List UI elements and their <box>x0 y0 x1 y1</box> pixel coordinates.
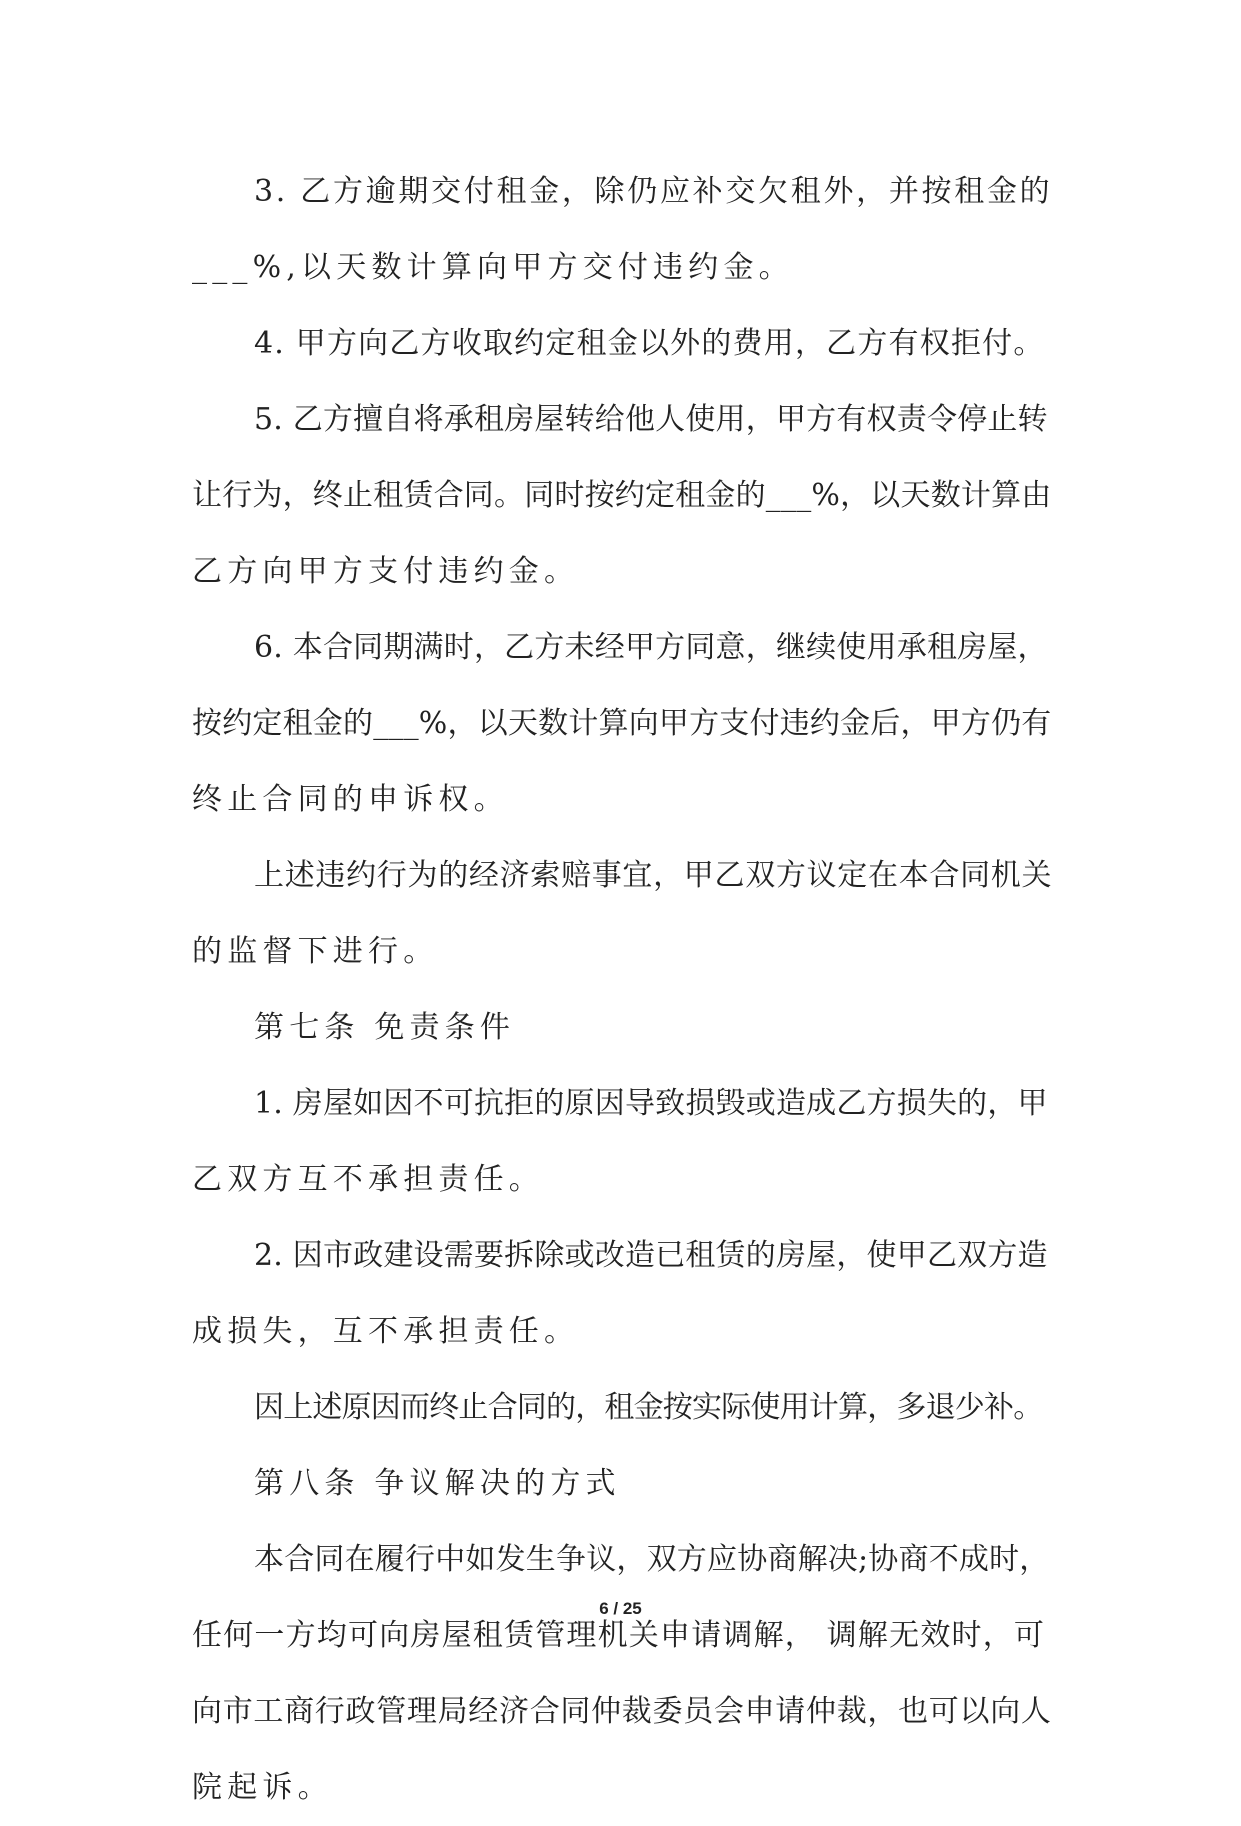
text-line: 让行为，终止租赁合同。同时按约定租金的___%，以天数计算由 <box>192 478 1052 513</box>
text-line: 上述违约行为的经济索赔事宜，甲乙双方议定在本合同机关 <box>254 858 1053 893</box>
text-line: 2. 因市政建设需要拆除或改造已租赁的房屋，使甲乙双方造 <box>254 1238 1048 1273</box>
section-heading: 第八条 争议解决的方式 <box>254 1466 621 1501</box>
text-line: 本合同在履行中如发生争议，双方应协商解决;协商不成时， <box>254 1542 1050 1577</box>
text-line: 按约定租金的___%，以天数计算向甲方支付违约金后，甲方仍有 <box>192 706 1052 741</box>
text-line: 4. 甲方向乙方收取约定租金以外的费用，乙方有权拒付。 <box>254 326 1045 361</box>
text-line: 乙双方互不承担责任。 <box>192 1162 544 1197</box>
text-line: 任何一方均可向房屋租赁管理机关申请调解， 调解无效时，可 <box>192 1618 1046 1653</box>
text-line: 1. 房屋如因不可抗拒的原因导致损毁或造成乙方损失的，甲 <box>254 1086 1048 1121</box>
text-line: 乙方向甲方支付违约金。 <box>192 554 580 589</box>
text-line: 的监督下进行。 <box>192 934 439 969</box>
page-number: 6 / 25 <box>599 1599 642 1618</box>
section-heading: 第七条 免责条件 <box>254 1010 516 1045</box>
text-line: 成损失，互不承担责任。 <box>192 1314 580 1349</box>
text-line: 院起诉。 <box>192 1770 333 1805</box>
document-body <box>192 154 1054 1826</box>
text-line: 3. 乙方逾期交付租金，除仍应补交欠租外，并按租金的 <box>254 174 1053 209</box>
text-line: 5. 乙方擅自将承租房屋转给他人使用，甲方有权责令停止转 <box>254 402 1048 437</box>
text-line: ___%,以天数计算向甲方交付违约金。 <box>192 250 794 285</box>
text-line: 终止合同的申诉权。 <box>192 782 509 817</box>
text-line: 因上述原因而终止合同的，租金按实际使用计算，多退少补。 <box>254 1390 1043 1425</box>
text-line: 向市工商行政管理局经济合同仲裁委员会申请仲裁，也可以向人 <box>192 1694 1052 1729</box>
text-line: 6. 本合同期满时，乙方未经甲方同意，继续使用承租房屋， <box>254 630 1048 665</box>
